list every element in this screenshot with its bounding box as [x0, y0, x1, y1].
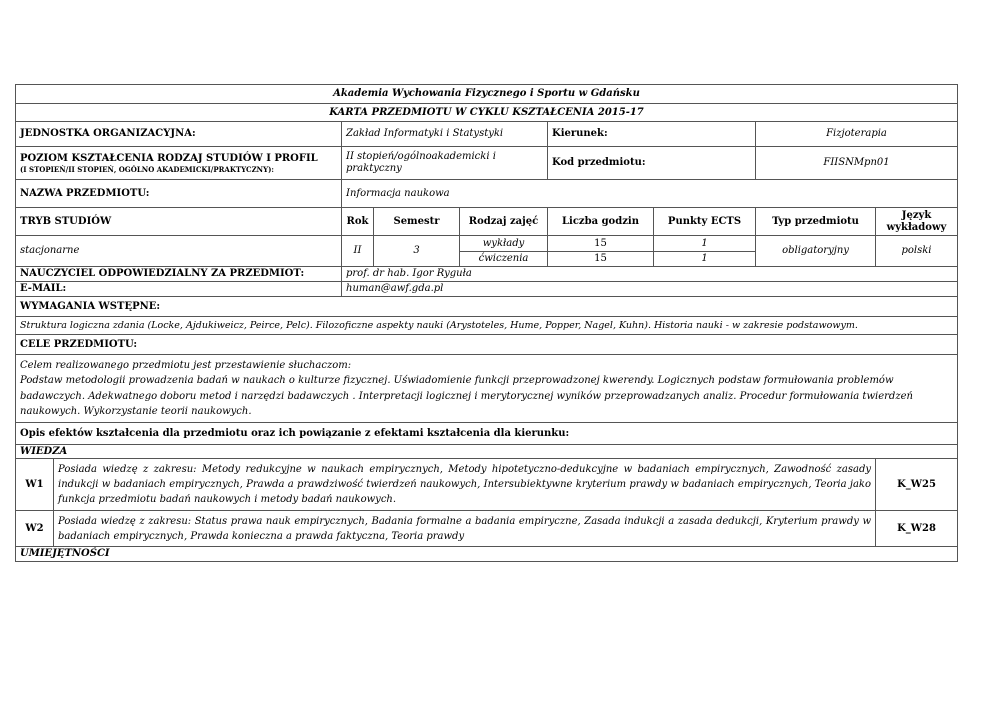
hours-header: Liczba godzin [548, 208, 654, 236]
language-header: Język wykładowy [876, 208, 958, 236]
effect-w1-text: Posiada wiedzę z zakresu: Metody redukcyjne w naukach empirycznych, Metody hipotetyczno-dedukcyjne w badaniach empirycznych, Zawodność zasady indukcji w badaniach empirycznych, Prawda a prawdziwość twierdzeń naukowych, Intersubiektywne kryterium prawdy w badaniach empirycznych, Teoria jako funkcja przedmiotu badań naukowych i metody badań naukowych. [54, 459, 876, 511]
course-card-table [15, 84, 958, 562]
email-label: E-MAIL: [16, 282, 342, 297]
requirements-label: WYMAGANIA WSTĘPNE: [16, 297, 958, 317]
effect-w2-code: K_W28 [876, 511, 958, 547]
direction-label: Kierunek: [548, 122, 756, 147]
ects-exercise: 1 [654, 252, 756, 267]
unit-label: JEDNOSTKA ORGANIZACYJNA: [16, 122, 342, 147]
semester-value: 3 [374, 236, 460, 267]
class-type-exercise: ćwiczenia [460, 252, 548, 267]
email-value: human@awf.gda.pl [342, 282, 958, 297]
teacher-label: NAUCZYCIEL ODPOWIEDZIALNY ZA PRZEDMIOT: [16, 267, 342, 282]
effects-label: Opis efektów kształcenia dla przedmiotu oraz ich powiązanie z efektami kształcenia dla kierunku: [16, 423, 958, 445]
level-sublabel: (I STOPIEŃ/II STOPIEŃ, OGÓLNO AKADEMICKI/PRAKTYCZNY): [20, 164, 274, 174]
goals-intro: Celem realizowanego przedmiotu jest przestawienie słuchaczom: [20, 359, 352, 371]
class-type-header: Rodzaj zajęć [460, 208, 548, 236]
unit-value: Zakład Informatyki i Statystyki [342, 122, 548, 147]
institution-title: Akademia Wychowania Fizycznego i Sportu w Gdańsku [16, 85, 958, 104]
mode-header: TRYB STUDIÓW [16, 208, 342, 236]
semester-header: Semestr [374, 208, 460, 236]
goals-text-cell [16, 355, 958, 423]
subject-type-value: obligatoryjny [756, 236, 876, 267]
card-title: KARTA PRZEDMIOTU W CYKLU KSZTAŁCENIA 2015-17 [16, 104, 958, 122]
level-value: II stopień/ogólnoakademicki i praktyczny [342, 147, 548, 180]
ects-lecture: 1 [654, 236, 756, 252]
goals-details: Podstaw metodologii prowadzenia badań w naukach o kulturze fizycznej. Uświadomienie funkcji przeprowadzonej kwerendy. Logicznych podstaw formułowania problemów badawczych. Adekwatnego doboru metod i narzędzi badawczych . Interpretacji logicznej i merytorycznej wyników przeprowadzanych analiz. Procedur formułowania twierdzeń naukowych. Wykorzystanie teorii naukowych. [20, 375, 913, 417]
class-type-lecture: wykłady [460, 236, 548, 252]
study-mode-value: stacjonarne [16, 236, 342, 267]
skills-label: UMIEJĘTNOŚCI [16, 547, 958, 562]
course-card [15, 84, 957, 562]
effect-w2-id: W2 [16, 511, 54, 547]
effect-w1-id: W1 [16, 459, 54, 511]
direction-value: Fizjoterapia [756, 122, 958, 147]
level-label: POZIOM KSZTAŁCENIA RODZAJ STUDIÓW I PROFIL [20, 152, 318, 164]
ects-header: Punkty ECTS [654, 208, 756, 236]
year-value: II [342, 236, 374, 267]
subject-value: Informacja naukowa [342, 180, 958, 208]
subject-label: NAZWA PRZEDMIOTU: [16, 180, 342, 208]
goals-label: CELE PRZEDMIOTU: [16, 335, 958, 355]
hours-lecture: 15 [548, 236, 654, 252]
effect-w1-code: K_W25 [876, 459, 958, 511]
level-label-cell [16, 147, 342, 180]
code-label: Kod przedmiotu: [548, 147, 756, 180]
subject-type-header: Typ przedmiotu [756, 208, 876, 236]
code-value: FIISNMpn01 [756, 147, 958, 180]
requirements-text: Struktura logiczna zdania (Locke, Ajdukiweicz, Peirce, Pelc). Filozoficzne aspekty nauki (Arystoteles, Hume, Popper, Nagel, Kuhn). Historia nauki - w zakresie podstawowym. [16, 317, 958, 335]
knowledge-label: WIEDZA [16, 445, 958, 459]
language-value: polski [876, 236, 958, 267]
teacher-value: prof. dr hab. Igor Ryguła [342, 267, 958, 282]
year-header: Rok [342, 208, 374, 236]
hours-exercise: 15 [548, 252, 654, 267]
effect-w2-text: Posiada wiedzę z zakresu: Status prawa nauk empirycznych, Badania formalne a badania empiryczne, Zasada indukcji a zasada dedukcji, Kryterium prawdy w badaniach empirycznych, Prawda konieczna a prawda faktyczna, Teoria prawdy [54, 511, 876, 547]
